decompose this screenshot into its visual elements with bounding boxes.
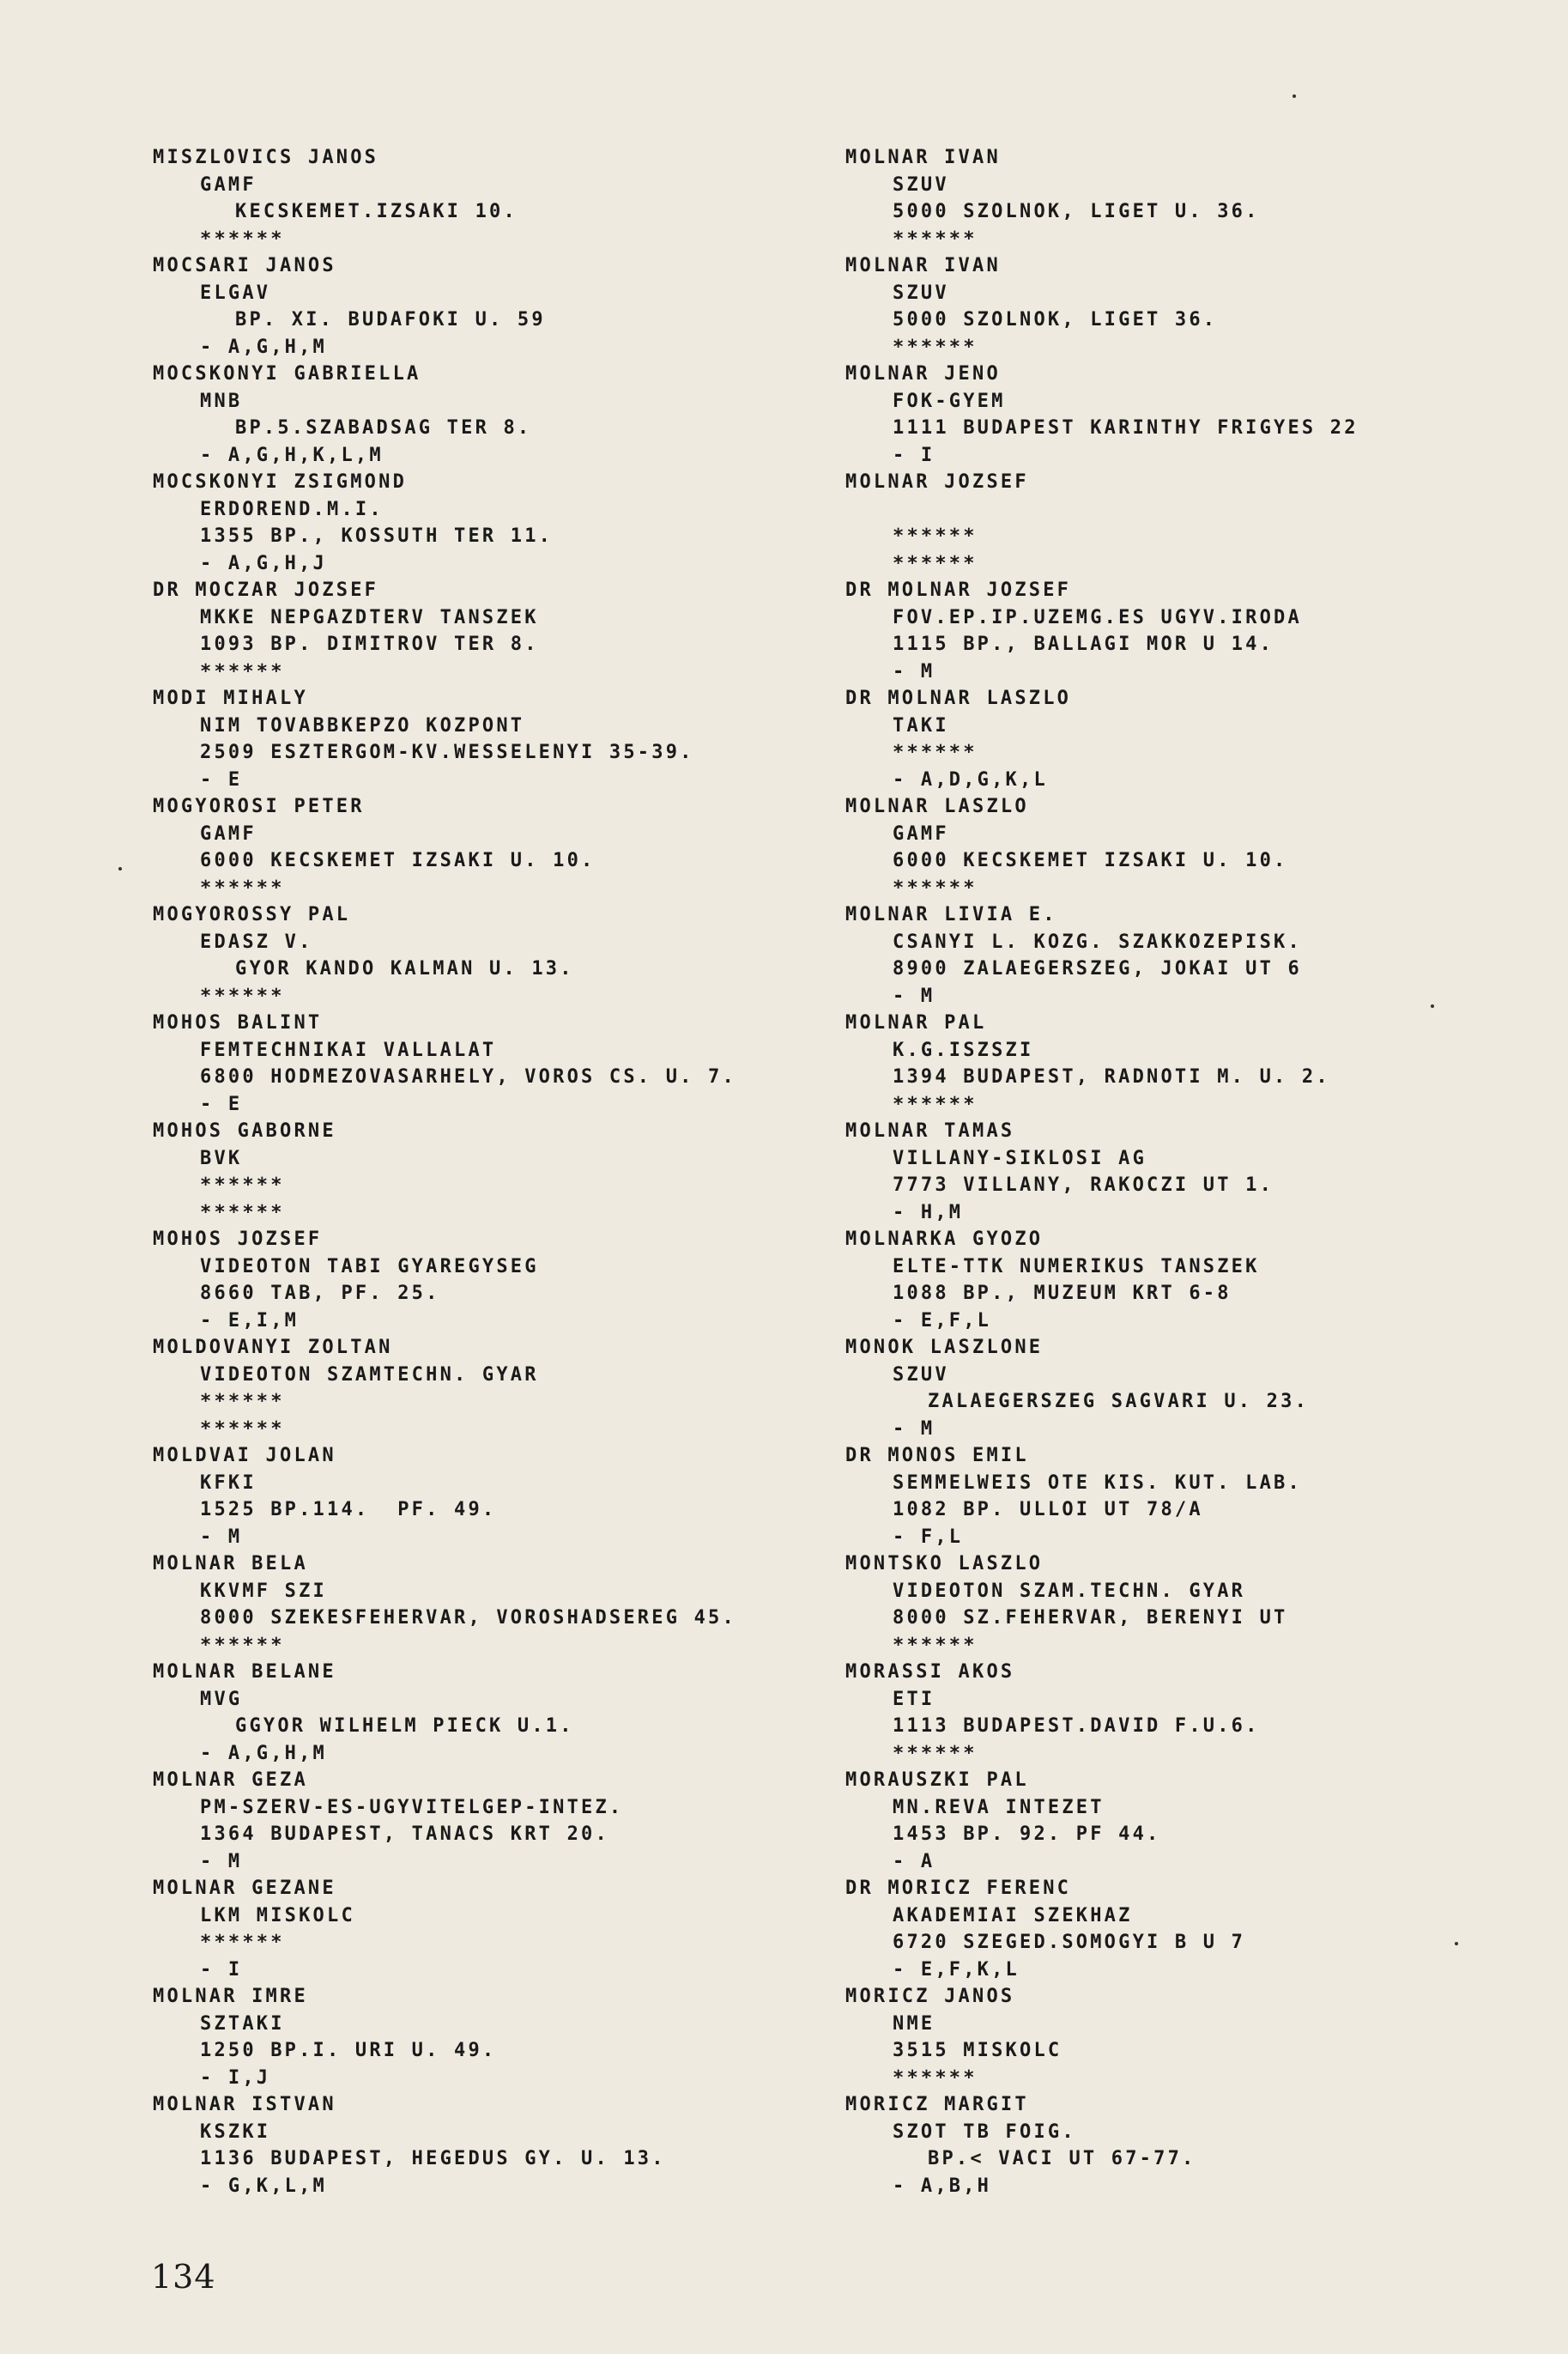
entry-name: MOLNAR IMRE (153, 1986, 308, 2007)
entry-codes: ****** (893, 877, 978, 899)
entry-address: 1115 BP., BALLAGI MOR U 14. (893, 634, 1274, 655)
entry-organization: SZUV (893, 282, 949, 304)
entry-address: 1364 BUDAPEST, TANACS KRT 20. (200, 1823, 609, 1845)
directory-entry (153, 1226, 831, 1334)
entry-address: 1355 BP., KOSSUTH TER 11. (200, 525, 554, 547)
entry-organization: NIM TOVABBKEPZO KOZPONT (200, 714, 525, 737)
directory-entry (845, 1010, 1532, 1118)
entry-address: 1088 BP., MUZEUM KRT 6-8 (893, 1283, 1232, 1304)
entry-address: 1453 BP. 92. PF 44. (893, 1823, 1161, 1845)
entry-codes: - A,D,G,K,L (893, 768, 1048, 791)
entry-codes: - M (893, 985, 935, 1007)
entry-name: DR MOLNAR LASZLO (845, 688, 1072, 709)
entry-name: MOLNAR JENO (845, 363, 1001, 385)
entry-codes: ****** (893, 228, 978, 250)
entry-name: MOLNAR BELA (153, 1553, 308, 1574)
entry-codes: - H,M (893, 1201, 964, 1223)
entry-codes: ****** (200, 660, 285, 683)
entry-organization: TAKI (893, 714, 949, 737)
directory-entry (153, 685, 831, 793)
entry-name: MOLNAR LASZLO (845, 796, 1029, 817)
directory-entry (845, 1118, 1532, 1226)
directory-entry (845, 361, 1532, 469)
entry-name: MORICZ MARGIT (845, 2094, 1029, 2115)
entry-organization: KFKI (200, 1471, 257, 1494)
entry-organization: MKKE NEPGAZDTERV TANSZEK (200, 606, 539, 628)
directory-entry (845, 1767, 1532, 1875)
entry-codes: - I (200, 1958, 243, 1981)
entry-organization: ETI (893, 1688, 935, 1710)
entry-organization: ELTE-TTK NUMERIKUS TANSZEK (893, 1255, 1260, 1277)
entry-organization: KSZKI (200, 2120, 271, 2143)
directory-entry (845, 901, 1532, 1010)
entry-organization: VIDEOTON SZAM.TECHN. GYAR (893, 1580, 1246, 1602)
directory-entry (153, 469, 831, 577)
entry-codes: - A,G,H,M (200, 1742, 328, 1764)
entry-codes: - M (200, 1526, 243, 1548)
directory-entry (845, 1550, 1532, 1659)
entry-organization: SZOT TB FOIG. (893, 2120, 1076, 2143)
entry-name: DR MONOS EMIL (845, 1445, 1029, 1466)
entry-address: ****** (200, 1932, 285, 1953)
entry-organization: ELGAV (200, 282, 271, 304)
directory-entry (153, 793, 831, 901)
entry-codes: ****** (200, 877, 285, 899)
entry-organization: MNB (200, 390, 243, 412)
entry-codes: ****** (893, 552, 978, 574)
print-speck (1455, 1942, 1458, 1945)
entry-address: ****** (200, 1391, 285, 1412)
entry-address: ****** (200, 1174, 285, 1196)
directory-entry (845, 793, 1532, 901)
directory-entry (153, 1550, 831, 1659)
entry-organization: SEMMELWEIS OTE KIS. KUT. LAB. (893, 1471, 1302, 1494)
entry-name: MOLNAR IVAN (845, 255, 1001, 276)
entry-address: 5000 SZOLNOK, LIGET U. 36. (893, 201, 1260, 222)
entry-codes: - A (893, 1850, 935, 1872)
directory-entry (153, 1442, 831, 1550)
entry-codes: ****** (200, 1634, 285, 1656)
entry-address: GGYOR WILHELM PIECK U.1. (235, 1715, 574, 1737)
entry-organization: AKADEMIAI SZEKHAZ (893, 1904, 1133, 1926)
entry-codes: ****** (200, 985, 285, 1007)
directory-entry (153, 577, 831, 685)
entry-address: 1525 BP.114. PF. 49. (200, 1499, 497, 1520)
entry-address: BP. XI. BUDAFOKI U. 59 (235, 309, 546, 331)
entry-name: MONOK LASZLONE (845, 1337, 1044, 1358)
directory-entry (153, 1659, 831, 1767)
entry-address: 2509 ESZTERGOM-KV.WESSELENYI 35-39. (200, 742, 694, 763)
directory-entry (153, 1334, 831, 1442)
entry-address: BP.< VACI UT 67-77. (928, 2148, 1196, 2169)
entry-name: MORICZ JANOS (845, 1986, 1015, 2007)
entry-address: 5000 SZOLNOK, LIGET 36. (893, 309, 1218, 331)
entry-organization: BVK (200, 1147, 243, 1169)
directory-entry (845, 2091, 1532, 2199)
entry-address: ****** (893, 742, 978, 763)
left-column (153, 144, 831, 2199)
directory-entry (845, 252, 1532, 361)
directory-entry (153, 252, 831, 361)
entry-address: ****** (893, 525, 978, 547)
entry-name: MOLDOVANYI ZOLTAN (153, 1337, 393, 1358)
entry-organization: EDASZ V. (200, 931, 313, 953)
entry-organization: NME (893, 2012, 935, 2035)
entry-organization: GAMF (200, 822, 257, 845)
entry-organization: FEMTECHNIKAI VALLALAT (200, 1039, 497, 1061)
entry-address: 6000 KECSKEMET IZSAKI U. 10. (200, 850, 596, 871)
entry-name: MOLNARKA GYOZO (845, 1229, 1044, 1250)
entry-name: MISZLOVICS JANOS (153, 147, 379, 168)
entry-address: GYOR KANDO KALMAN U. 13. (235, 958, 574, 980)
entry-organization: VIDEOTON SZAMTECHN. GYAR (200, 1363, 539, 1386)
right-column (845, 144, 1532, 2199)
entry-name: DR MOCZAR JOZSEF (153, 579, 379, 601)
entry-organization: SZUV (893, 1363, 949, 1386)
entry-codes: - A,G,H,J (200, 552, 328, 574)
directory-entry (845, 685, 1532, 793)
entry-organization: VIDEOTON TABI GYAREGYSEG (200, 1255, 539, 1277)
directory-entry (153, 901, 831, 1010)
directory-entry (845, 1226, 1532, 1334)
entry-address: 6000 KECSKEMET IZSAKI U. 10. (893, 850, 1288, 871)
page-number: 134 (151, 2258, 216, 2296)
entry-organization: KKVMF SZI (200, 1580, 328, 1602)
entry-name: DR MOLNAR JOZSEF (845, 579, 1072, 601)
entry-name: DR MORICZ FERENC (845, 1878, 1072, 1899)
directory-entry (845, 1334, 1532, 1442)
entry-name: MOLNAR LIVIA E. (845, 904, 1057, 925)
entry-name: MOLNAR GEZA (153, 1769, 308, 1791)
directory-entry (845, 1659, 1532, 1767)
entry-organization: FOV.EP.IP.UZEMG.ES UGYV.IRODA (893, 606, 1302, 628)
entry-organization: GAMF (200, 173, 257, 196)
entry-name: MOLNAR PAL (845, 1012, 987, 1034)
entry-name: MOLDVAI JOLAN (153, 1445, 336, 1466)
entry-codes: - E,I,M (200, 1309, 300, 1332)
directory-entry (845, 577, 1532, 685)
entry-name: MORASSI AKOS (845, 1661, 1015, 1683)
entry-address: 8000 SZ.FEHERVAR, BERENYI UT (893, 1607, 1288, 1629)
directory-entry (153, 1010, 831, 1118)
directory-entry (153, 2091, 831, 2199)
entry-address: 1136 BUDAPEST, HEGEDUS GY. U. 13. (200, 2148, 666, 2169)
entry-address: 8000 SZEKESFEHERVAR, VOROSHADSEREG 45. (200, 1607, 736, 1629)
entry-codes: ****** (200, 1417, 285, 1440)
entry-name: MOCSKONYI ZSIGMOND (153, 471, 408, 493)
entry-address: BP.5.SZABADSAG TER 8. (235, 417, 532, 439)
entry-codes: ****** (200, 228, 285, 250)
entry-address: ZALAEGERSZEG SAGVARI U. 23. (928, 1391, 1310, 1412)
entry-organization (845, 496, 1532, 524)
entry-address: 8660 TAB, PF. 25. (200, 1283, 440, 1304)
directory-entry (845, 1983, 1532, 2091)
entry-address: 7773 VILLANY, RAKOCZI UT 1. (893, 1174, 1274, 1196)
entry-address: KECSKEMET.IZSAKI 10. (235, 201, 518, 222)
entry-codes: ****** (893, 2066, 978, 2089)
entry-address: 3515 MISKOLC (893, 2040, 1062, 2061)
entry-organization: VILLANY-SIKLOSI AG (893, 1147, 1147, 1169)
entry-organization: ERDOREND.M.I. (200, 498, 384, 520)
entry-organization: MVG (200, 1688, 243, 1710)
entry-name: MOHOS JOZSEF (153, 1229, 323, 1250)
directory-entry (845, 1875, 1532, 1983)
entry-organization: PM-SZERV-ES-UGYVITELGEP-INTEZ. (200, 1796, 624, 1818)
entry-codes: ****** (893, 1634, 978, 1656)
entry-name: MONTSKO LASZLO (845, 1553, 1044, 1574)
entry-organization: LKM MISKOLC (200, 1904, 355, 1926)
directory-entry (845, 469, 1532, 577)
entry-address: 1082 BP. ULLOI UT 78/A (893, 1499, 1203, 1520)
entry-address: 1113 BUDAPEST.DAVID F.U.6. (893, 1715, 1260, 1737)
directory-entry (845, 144, 1532, 252)
entry-codes: ****** (893, 1742, 978, 1764)
entry-codes: - I (893, 444, 935, 466)
entry-name: MOLNAR BELANE (153, 1661, 336, 1683)
entry-name: MODI MIHALY (153, 688, 308, 709)
directory-entry (153, 1875, 831, 1983)
entry-name: MOCSKONYI GABRIELLA (153, 363, 421, 385)
entry-codes: - M (200, 1850, 243, 1872)
entry-name: MOLNAR ISTVAN (153, 2094, 336, 2115)
entry-codes: ****** (893, 1093, 978, 1115)
entry-organization: FOK-GYEM (893, 390, 1006, 412)
entry-codes: - A,G,H,K,L,M (200, 444, 384, 466)
entry-codes: ****** (200, 1201, 285, 1223)
entry-codes: - A,G,H,M (200, 336, 328, 358)
directory-entry (153, 361, 831, 469)
print-speck (1293, 94, 1296, 98)
directory-entry (153, 1767, 831, 1875)
entry-codes: - E (200, 1093, 243, 1115)
entry-codes: - A,B,H (893, 2175, 992, 2197)
directory-entry (153, 1983, 831, 2091)
print-speck (118, 867, 122, 871)
entry-codes: - M (893, 660, 935, 683)
entry-name: MOLNAR IVAN (845, 147, 1001, 168)
entry-address: 1111 BUDAPEST KARINTHY FRIGYES 22 (893, 417, 1359, 439)
entry-address: 1394 BUDAPEST, RADNOTI M. U. 2. (893, 1066, 1330, 1088)
entry-address: 1093 BP. DIMITROV TER 8. (200, 634, 539, 655)
entry-codes: - I,J (200, 2066, 271, 2089)
entry-codes: - G,K,L,M (200, 2175, 328, 2197)
entry-organization: SZUV (893, 173, 949, 196)
entry-codes: - F,L (893, 1526, 964, 1548)
entry-name: MOLNAR GEZANE (153, 1878, 336, 1899)
entry-codes: - E,F,K,L (893, 1958, 1020, 1981)
entry-organization: K.G.ISZSZI (893, 1039, 1034, 1061)
directory-entry (153, 1118, 831, 1226)
directory-entry (845, 1442, 1532, 1550)
directory-entry (153, 144, 831, 252)
entry-codes: ****** (893, 336, 978, 358)
entry-organization: GAMF (893, 822, 949, 845)
entry-organization: CSANYI L. KOZG. SZAKKOZEPISK. (893, 931, 1302, 953)
entry-codes: - E,F,L (893, 1309, 992, 1332)
entry-address: 1250 BP.I. URI U. 49. (200, 2040, 497, 2061)
entry-address: 6720 SZEGED.SOMOGYI B U 7 (893, 1932, 1246, 1953)
print-speck (1431, 1004, 1434, 1008)
entry-name: MOCSARI JANOS (153, 255, 336, 276)
entry-name: MORAUSZKI PAL (845, 1769, 1029, 1791)
entry-address: 6800 HODMEZOVASARHELY, VOROS CS. U. 7. (200, 1066, 736, 1088)
entry-codes: - E (200, 768, 243, 791)
entry-name: MOGYOROSSY PAL (153, 904, 351, 925)
entry-codes: - M (893, 1417, 935, 1440)
entry-name: MOGYOROSI PETER (153, 796, 365, 817)
entry-organization: MN.REVA INTEZET (893, 1796, 1105, 1818)
entry-name: MOLNAR JOZSEF (845, 471, 1029, 493)
entry-address: 8900 ZALAEGERSZEG, JOKAI UT 6 (893, 958, 1302, 980)
entry-name: MOHOS BALINT (153, 1012, 323, 1034)
entry-name: MOLNAR TAMAS (845, 1120, 1015, 1142)
entry-organization: SZTAKI (200, 2012, 285, 2035)
entry-name: MOHOS GABORNE (153, 1120, 336, 1142)
